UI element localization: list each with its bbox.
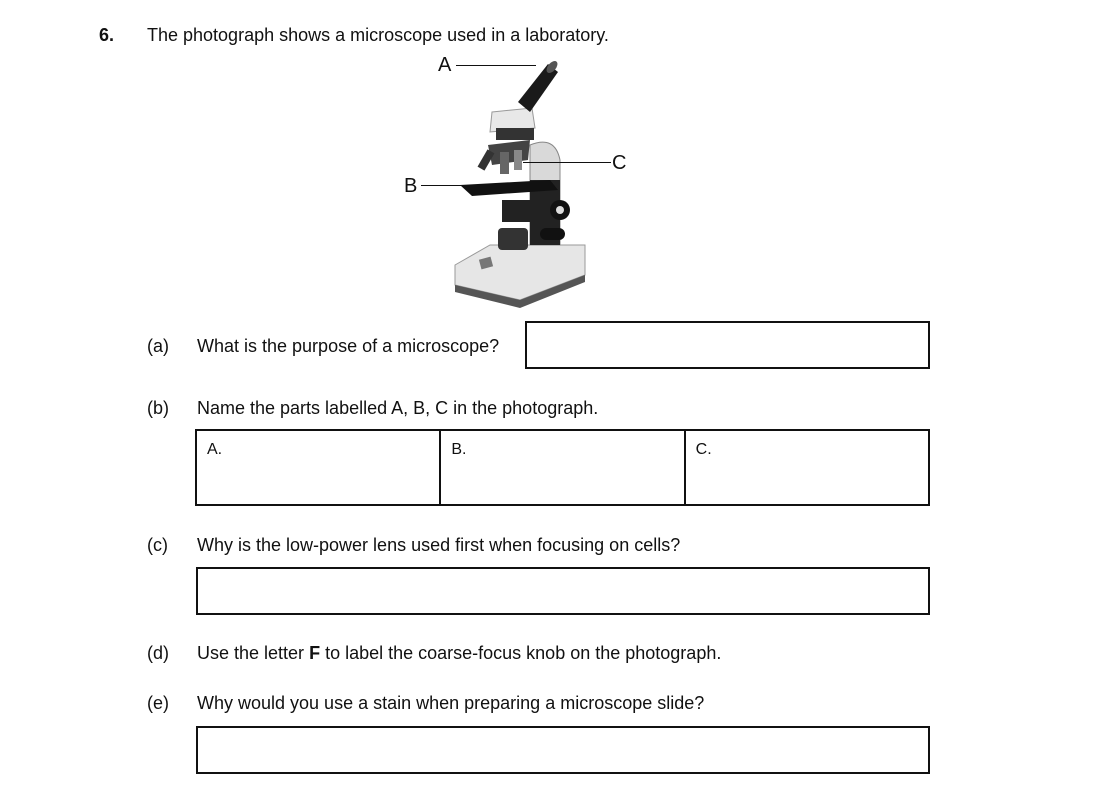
part-b-question: Name the parts labelled A, B, C in the photograph. [197, 398, 599, 418]
figure-label-a: A [438, 54, 452, 76]
part-c-letter: (c) [147, 535, 168, 555]
part-b-answer-table [195, 429, 930, 506]
part-a-answer-box[interactable] [525, 321, 930, 369]
label-b-leader-line [421, 185, 469, 186]
microscope-photo-icon [380, 50, 640, 310]
answer-cell-a-label: A. [207, 441, 223, 458]
part-a-question: What is the purpose of a microscope? [197, 336, 500, 356]
microscope-figure [380, 50, 640, 310]
part-d-text-after: to label the coarse-focus knob on the photograph. [320, 643, 722, 663]
answer-cell-c-label: C. [695, 441, 712, 458]
answer-cell-a[interactable] [197, 431, 441, 504]
part-e-answer-box[interactable] [196, 726, 930, 774]
part-b-letter: (b) [147, 398, 169, 418]
answer-cell-b[interactable] [441, 431, 685, 504]
part-d-question [197, 642, 721, 664]
part-d-text-before: Use the letter [197, 643, 310, 663]
part-c-answer-box[interactable] [196, 567, 930, 615]
question-number: 6. [99, 25, 115, 45]
label-a-leader-line [456, 65, 536, 66]
part-d-letter: (d) [147, 643, 169, 663]
figure-label-c: C [612, 152, 627, 174]
answer-cell-c[interactable] [686, 431, 928, 504]
part-e-letter: (e) [147, 693, 169, 713]
part-c-question: Why is the low-power lens used first when focusing on cells? [197, 535, 681, 555]
part-d-bold-letter: F [309, 643, 321, 663]
part-a-letter: (a) [147, 336, 169, 356]
question-intro: The photograph shows a microscope used in a laboratory. [147, 25, 609, 45]
answer-cell-b-label: B. [451, 441, 467, 458]
figure-label-b: B [404, 175, 418, 197]
label-c-leader-line [523, 162, 611, 163]
part-e-question: Why would you use a stain when preparing a microscope slide? [197, 693, 705, 713]
